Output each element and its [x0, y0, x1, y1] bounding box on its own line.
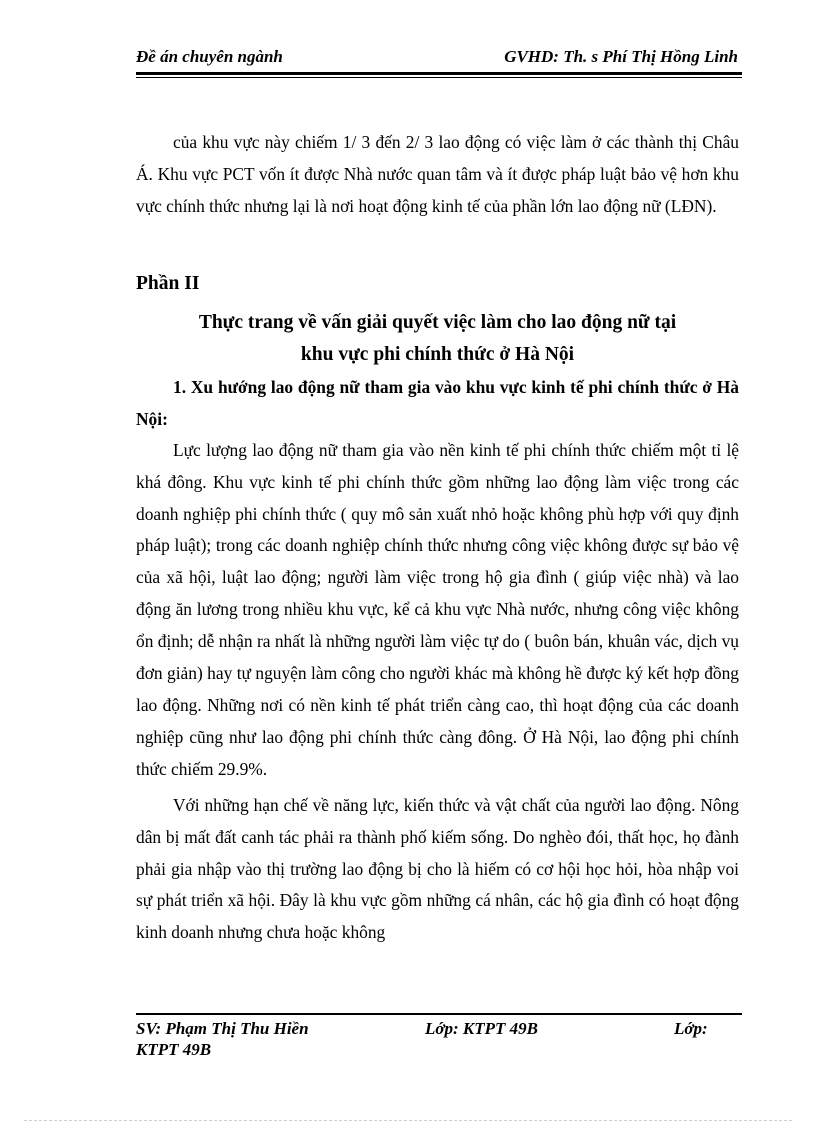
section-title-line-2: khu vực phi chính thức ở Hà Nội: [300, 343, 575, 365]
footer-rule: [136, 1013, 742, 1015]
intro-paragraph: của khu vực này chiếm 1/ 3 đến 2/ 3 lao động có việc làm ở các thành thị Châu Á. Khu vực PCT vốn ít được Nhà nước quan tâm và ít được pháp luật bảo vệ hơn khu vực chính thức nhưng lại là nơi hoạt động kinh tế của phần lớn lao động nữ (LĐN).: [136, 132, 739, 216]
footer-class-label-2: Lớp:: [674, 1019, 708, 1038]
header-supervisor: GVHD: Th. s Phí Thị Hồng Linh: [504, 47, 738, 66]
footer-student-name: SV: Phạm Thị Thu Hiền: [136, 1019, 309, 1038]
header-project-title: Đề án chuyên ngành: [136, 47, 283, 66]
page-header: [136, 44, 742, 70]
page-footer: [136, 1018, 742, 1068]
body-paragraph-1: Lực lượng lao động nữ tham gia vào nền kinh tế phi chính thức chiếm một tỉ lệ khá đông. Khu vực kinh tế phi chính thức gồm những lao động làm việc trong các doanh nghiệp phi chính thức ( quy mô sản xuất nhỏ hoặc không phù hợp với quy định pháp luật); trong các doanh nghiệp chính thức nhưng công việc không được sự bảo vệ của xã hội, luật lao động; người làm việc trong hộ gia đình ( giúp việc nhà) và lao động ăn lương trong nhiều khu vực, kể cả khu vực Nhà nước, nhưng công việc không ổn định; dễ nhận ra nhất là những người làm việc tự do ( buôn bán, khuân vác, dịch vụ đơn giản) hay tự nguyện làm công cho người khác mà không hề được ký kết hợp đồng lao động. Những nơi có nền kinh tế phát triển càng cao, thì hoạt động của các doanh nghiệp cũng như lao động phi chính thức càng đông. Ở Hà Nội, lao động phi chính thức chiếm 29.9%.: [136, 439, 739, 779]
page-body: [136, 127, 739, 949]
page-edge-rule: [24, 1120, 792, 1121]
body-paragraph-2: Với những hạn chế về năng lực, kiến thức và vật chất của người lao động. Nông dân bị mất đất canh tác phải ra thành phố kiếm sống. Do nghèo đói, thất học, họ đành phải gia nhập vào thị trường lao động bị cho là hiếm có cơ hội học hỏi, hòa nhập voi sự phát triển xã hội. Đây là khu vực gồm những cá nhân, các hộ gia đình có hoạt động kinh doanh nhưng chưa hoặc không: [136, 794, 739, 943]
footer-class-value-2: KTPT 49B: [136, 1040, 212, 1059]
section-title-line-1: Thực trang về vấn giải quyết việc làm cho lao động nữ tại: [198, 311, 677, 333]
footer-class-1: Lớp: KTPT 49B: [425, 1019, 538, 1038]
subsection-heading: 1. Xu hướng lao động nữ tham gia vào khu vực kinh tế phi chính thức ở Hà Nội:: [136, 376, 739, 429]
header-rule-thin: [136, 77, 742, 78]
header-rule-thick: [136, 72, 742, 75]
section-label: Phần II: [136, 272, 200, 294]
